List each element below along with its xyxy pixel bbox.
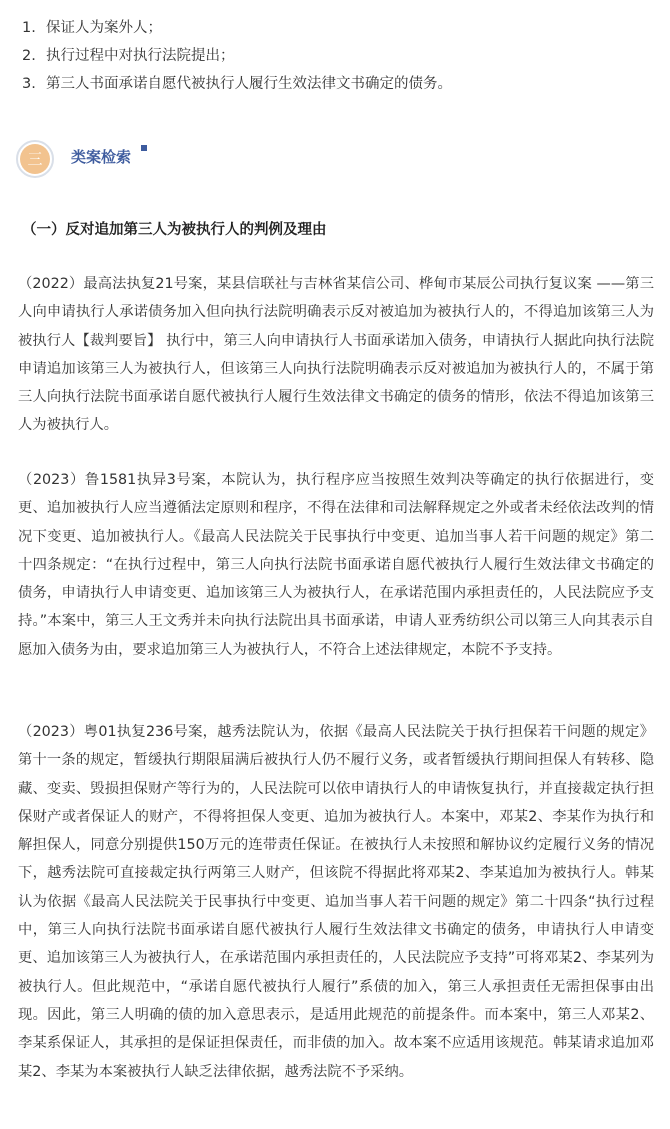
list-item [22, 70, 662, 98]
case-paragraph-1: （2022）最高法执复21号案，某县信联社与吉林省某信公司、桦甸市某辰公司执行复议案 ——第三人向申请执行人承诺债务加入但向执行法院明确表示反对被追加为被执行人的，不得追加该第三人为被执行人【裁判要旨】 执行中，第三人向申请执行人书面承诺加入债务，申请执行人据此向执行法院申请追加该第三人为被执行人，但该第三人向执行法院明确表示反对被追加为被执行人的，不属于第三人向执行法院书面承诺自愿代被执行人履行生效法律文书确定的债务的情形，依法不得追加该第三人为被执行人。 [18, 276, 654, 434]
decorative-square [141, 145, 147, 151]
list-number: 1. [22, 20, 36, 36]
numbered-list [22, 14, 662, 98]
section-header [16, 140, 316, 180]
list-item [22, 42, 662, 70]
section-title: 类案检索 [71, 148, 132, 166]
case-paragraph-3: （2023）粤01执复236号案，越秀法院认为，依据《最高人民法院关于执行担保若干问题的规定》第十一条的规定，暂缓执行期限届满后被执行人仍不履行义务，或者暂缓执行期间担保人有转移、隐藏、变卖、毁损担保财产等行为的，人民法院可以依申请执行人的申请恢复执行，并直接裁定执行担保财产或者保证人的财产，不得将担保人变更、追加为被执行人。本案中，邓某2、李某作为执行和解担保人，同意分别提供150万元的连带责任保证。在被执行人未按照和解协议约定履行义务的情况下，越秀法院可直接裁定执行两第三人财产，但该院不得据此将邓某2、李某追加为被执行人。韩某认为依据《最高人民法院关于民事执行中变更、追加当事人若干问题的规定》第二十四条“执行过程中，第三人向执行法院书面承诺自愿代被执行人履行生效法律文书确定的债务，申请执行人申请变更、追加该第三人为被执行人，在承诺范围内承担责任的，人民法院应予支持”可将邓某2、李某列为被执行人。但此规范中，“承诺自愿代被执行人履行”系债的加入，第三人承担责任无需担保事由出现。因此，第三人明确的债的加入意思表示，是适用此规范的前提条件。而本案中，第三人邓某2、李某系保证人，其承担的是保证担保责任，而非债的加入。故本案不应适用该规范。韩某请求追加邓某2、李某为本案被执行人缺乏法律依据，越秀法院不予采纳。 [18, 724, 654, 1080]
list-text: 第三人书面承诺自愿代被执行人履行生效法律文书确定的债务。 [46, 76, 452, 92]
badge-fill: 三 [20, 144, 50, 174]
list-number: 3. [22, 76, 36, 92]
list-number: 2. [22, 48, 36, 64]
section-number-badge [16, 140, 54, 178]
subheading: （一）反对追加第三人为被执行人的判例及理由 [22, 222, 327, 238]
list-text: 执行过程中对执行法院提出； [46, 48, 235, 64]
case-paragraph-2: （2023）鲁1581执异3号案，本院认为，执行程序应当按照生效判决等确定的执行依据进行，变更、追加被执行人应当遵循法定原则和程序，不得在法律和司法解释规定之外或者未经依法改判的情况下变更、追加被执行人。《最高人民法院关于民事执行中变更、追加当事人若干问题的规定》第二十四条规定：“在执行过程中，第三人向执行法院书面承诺自愿代被执行人履行生效法律文书确定的债务，申请执行人申请变更、追加该第三人为被执行人，在承诺范围内承担责任的，人民法院应予支持。”本案中，第三人王文秀并未向执行法院出具书面承诺，申请人亚秀纺织公司以第三人向其表示自愿加入债务为由，要求追加第三人为被执行人，不符合上述法律规定，本院不予支持。 [18, 472, 654, 658]
list-item [22, 14, 662, 42]
list-text: 保证人为案外人； [46, 20, 162, 36]
